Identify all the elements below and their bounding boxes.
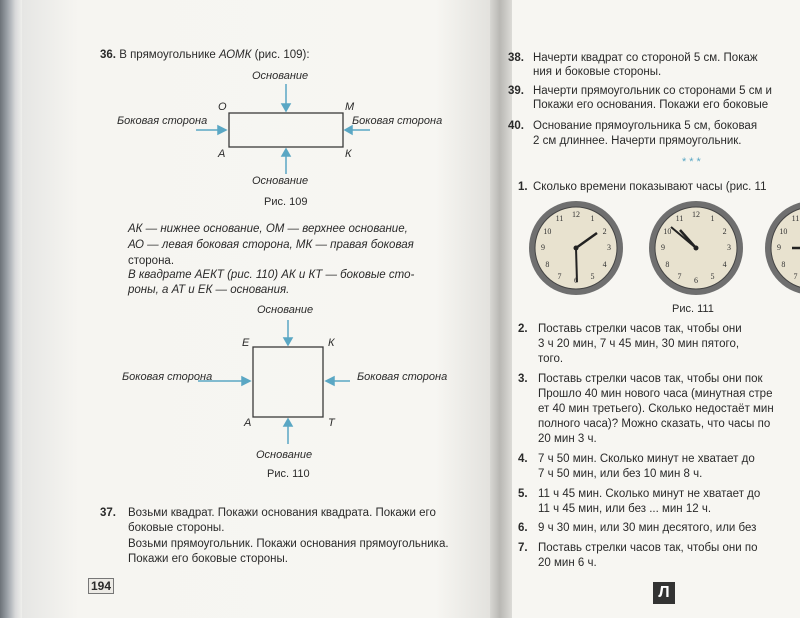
clock-2-numeral: 2 <box>722 226 727 236</box>
exercise-text: В прямоугольнике <box>119 49 216 61</box>
clock-3-numeral: 11 <box>791 214 800 224</box>
ex38-line-2: ния и боковые стороны. <box>533 66 662 78</box>
question-7-number: 7. <box>518 542 528 554</box>
exercise-39-number: 39. <box>508 85 524 97</box>
q4-line-1: 7 ч 50 мин. Сколько минут не хватает до <box>538 453 755 465</box>
exercise-number: 36. <box>100 49 116 61</box>
clock-1-numeral: 7 <box>557 271 562 281</box>
question-3-number: 3. <box>518 373 528 385</box>
q7-line-1: Поставь стрелки часов так, чтобы они по <box>538 542 758 554</box>
exercise-40-number: 40. <box>508 120 524 132</box>
clock-2-numeral: 7 <box>677 271 682 281</box>
ex39-line-1: Начерти прямоугольник со сторонами 5 см и <box>533 85 772 97</box>
fig111-caption: Рис. 111 <box>672 303 714 315</box>
fig109-vertex-a: А <box>218 148 226 160</box>
ex39-line-2: Покажи его основания. Покажи его боковые <box>533 99 769 111</box>
q6-line-1: 9 ч 30 мин, или 30 мин десятого, или без <box>538 522 757 534</box>
clock-2-numeral: 10 <box>663 226 672 236</box>
fig109-bottom-label: Основание <box>252 175 309 187</box>
clock-3-numeral: 10 <box>779 226 788 236</box>
fig110-vertex-a: А <box>244 417 252 429</box>
clock-2-numeral: 6 <box>694 276 698 285</box>
clock-2-numeral: 1 <box>710 214 715 224</box>
q2-line-1: Поставь стрелки часов так, чтобы они <box>538 323 742 335</box>
clock-1-numeral: 10 <box>543 226 552 236</box>
q3-line-5: 20 мин 3 ч. <box>538 433 597 445</box>
ex37-line-3: Возьми прямоугольник. Покажи основания прямоугольника. <box>128 538 449 550</box>
q7-line-2: 20 мин 6 ч. <box>538 557 597 569</box>
ex37-line-1: Возьми квадрат. Покажи основания квадрата. Покажи его <box>128 507 436 519</box>
question-2-number: 2. <box>518 323 528 335</box>
clock-2-numeral: 4 <box>722 259 727 269</box>
fig109-top-label: Основание <box>252 70 309 82</box>
q3-line-3: ет 40 мин третьего). Сколько недостаёт мин <box>538 403 774 415</box>
clock-3-numeral: 9 <box>777 243 781 252</box>
q5-line-1: 11 ч 45 мин. Сколько минут не хватает до <box>538 488 761 500</box>
q3-line-2: Прошло 40 мин нового часа (минутная стре <box>538 388 773 400</box>
clock-1-numeral: 4 <box>602 259 607 269</box>
fig110-left-label: Боковая сторона <box>122 371 213 383</box>
clock-1-numeral: 2 <box>602 226 607 236</box>
clock-1-numeral: 8 <box>545 259 550 269</box>
clock-1-numeral: 12 <box>572 210 580 219</box>
section-stars: *** <box>682 156 704 168</box>
question-4-number: 4. <box>518 453 528 465</box>
q3-line-4: полного часа)? Можно сказать, что часы по <box>538 418 771 430</box>
figure-name: АОМК <box>219 49 252 61</box>
q2-line-3: того. <box>538 353 564 365</box>
fig110-caption: Рис. 110 <box>267 468 310 480</box>
clock-2-numeral: 9 <box>661 243 665 252</box>
ex40-line-2: 2 см длиннее. Начерти прямоугольник. <box>533 135 742 147</box>
desc-line-1: АК — нижнее основание, ОМ — верхнее основание, <box>128 223 408 235</box>
desc-line-4: В квадрате АЕКТ (рис. 110) АК и КТ — боковые сто- <box>128 269 415 281</box>
q2-line-2: 3 ч 20 мин, 7 ч 45 мин, 30 мин пятого, <box>538 338 740 350</box>
clock-1-numeral: 1 <box>590 214 595 224</box>
q1-text: Сколько времени показывают часы (рис. 11 <box>533 181 767 193</box>
clock-2-numeral: 8 <box>665 259 670 269</box>
page-number: 194 <box>88 578 114 594</box>
exercise-37-number: 37. <box>100 507 116 519</box>
clock-1-numeral: 6 <box>574 276 578 285</box>
fig109-vertex-m: М <box>345 101 355 113</box>
clock-2-numeral: 5 <box>710 271 715 281</box>
fig110-right-label: Боковая сторона <box>357 371 448 383</box>
q4-line-2: 7 ч 50 мин, или без 10 мин 8 ч. <box>538 468 703 480</box>
fig109-left-label: Боковая сторона <box>117 115 208 127</box>
figure-ref: (рис. 109): <box>254 49 310 61</box>
fig110-vertex-k: К <box>328 337 335 349</box>
question-1-number: 1. <box>518 181 528 193</box>
fig109-caption: Рис. 109 <box>264 196 308 208</box>
clock-2-numeral: 12 <box>692 210 700 219</box>
desc-line-2: АО — левая боковая сторона, МК — правая боковая <box>128 239 414 251</box>
clock-3-numeral: 7 <box>793 271 798 281</box>
ex40-line-1: Основание прямоугольника 5 см, боковая <box>533 120 758 132</box>
clock-3-numeral: 8 <box>781 259 786 269</box>
clock-2-numeral: 11 <box>675 214 684 224</box>
clock-1-numeral: 3 <box>607 243 611 252</box>
ex37-line-2: боковые стороны. <box>128 522 225 534</box>
fig110-bottom-label: Основание <box>256 449 313 461</box>
exercise-38-number: 38. <box>508 52 524 64</box>
question-5-number: 5. <box>518 488 528 500</box>
desc-line-3: сторона. <box>128 255 175 267</box>
clock-1-numeral: 9 <box>541 243 545 252</box>
clock-1-numeral: 5 <box>590 271 595 281</box>
fig110-vertex-t: Т <box>328 417 335 429</box>
clock-2-numeral: 3 <box>727 243 731 252</box>
q3-line-1: Поставь стрелки часов так, чтобы они пок <box>538 373 763 385</box>
clock-1-numeral: 11 <box>555 214 564 224</box>
fig109-right-label: Боковая сторона <box>352 115 443 127</box>
question-6-number: 6. <box>518 522 528 534</box>
fig109-vertex-o: О <box>218 101 227 113</box>
ex37-line-4: Покажи его боковые стороны. <box>128 553 288 565</box>
publisher-logo: Л <box>653 582 675 604</box>
fig110-vertex-e: Е <box>242 337 250 349</box>
fig110-top-label: Основание <box>257 304 314 316</box>
ex38-line-1: Начерти квадрат со стороной 5 см. Покаж <box>533 52 758 64</box>
q5-line-2: 11 ч 45 мин, или без ... мин 12 ч. <box>538 503 712 515</box>
fig109-vertex-k: К <box>345 148 352 160</box>
desc-line-5: роны, а АТ и ЕК — основания. <box>128 284 290 296</box>
